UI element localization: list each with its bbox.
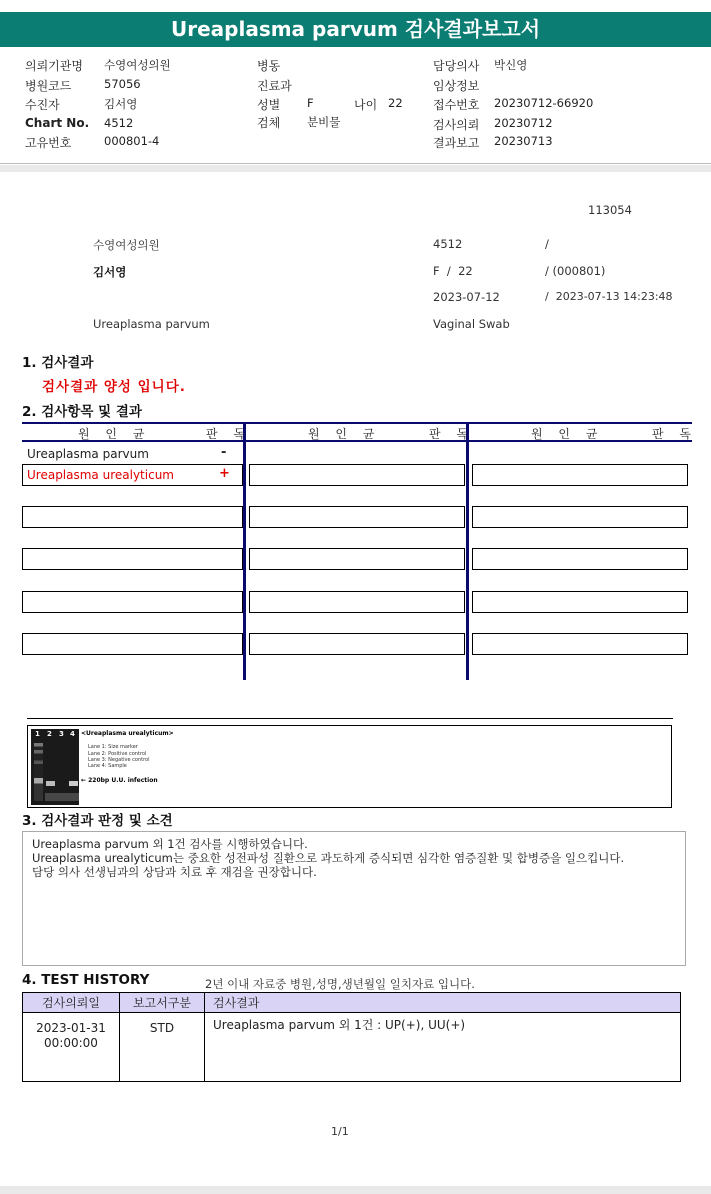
col-judge-2: 판 독 [429, 427, 474, 441]
empty-cell [22, 548, 243, 570]
comment-line: Ureaplasma urealyticum는 중요한 성전파성 질환으로 과도하게 증식되면 심각한 염증질환 및 합병증을 일으킵니다. [32, 851, 625, 865]
lane-number: 1 [35, 730, 40, 738]
history-table [22, 992, 681, 1082]
grid-top-line [22, 422, 692, 424]
report-title: Ureaplasma parvum 검사결과보고서 [0, 12, 711, 47]
report-date-value: 20230713 [494, 134, 553, 148]
header-divider [0, 163, 711, 164]
positive-band [46, 781, 55, 786]
history-col-date: 검사의뢰일 [23, 993, 120, 1013]
gel-legend-3: Lane 3: Negative control [88, 757, 150, 763]
history-note: 2년 이내 자료중 병원,성명,생년월일 일치자료 입니다. [205, 977, 475, 991]
specimen-label: 검체 [257, 116, 281, 130]
empty-cell [22, 591, 243, 613]
col-judge-1: 판 독 [206, 427, 251, 441]
header-band [0, 165, 711, 172]
patient-value: 김서영 [104, 97, 138, 111]
grid-divider-1 [243, 422, 246, 680]
institution-value: 수영여성의원 [104, 58, 171, 72]
gel-image-frame [27, 725, 672, 808]
institution-label: 의뢰기관명 [25, 59, 83, 73]
sample-band [69, 781, 78, 786]
comment-box [22, 831, 686, 966]
age-value: 22 [388, 96, 403, 110]
receipt-no-label: 접수번호 [433, 98, 480, 112]
ward-label: 병동 [257, 59, 281, 73]
gel-legend-2: Lane 2: Positive control [88, 751, 147, 757]
clinical-info-label: 임상정보 [433, 79, 480, 93]
ladder-lane [34, 743, 43, 801]
empty-cell [22, 506, 243, 528]
gel-legend-1: Lane 1: Size marker [88, 744, 138, 750]
comment-line: Ureaplasma parvum 외 1건 검사를 시행하였습니다. [32, 837, 308, 851]
lane-number: 2 [47, 730, 52, 738]
col-judge-3: 판 독 [652, 427, 697, 441]
request-date-label: 검사의뢰 [433, 118, 480, 132]
empty-cell [249, 464, 465, 486]
gel-legend-4: Lane 4: Sample [88, 763, 127, 769]
info-report-datetime: / 2023-07-13 14:23:48 [545, 290, 673, 303]
hospital-code-value: 57056 [104, 77, 141, 91]
unique-no-label: 고유번호 [25, 136, 72, 150]
empty-cell [472, 464, 688, 486]
history-time: 00:00:00 [44, 1036, 98, 1050]
specimen-value: 분비물 [307, 115, 341, 129]
gel-title: <Ureaplasma urealyticum> [81, 730, 174, 737]
doctor-value: 박신영 [494, 58, 528, 72]
section4-title: 4. TEST HISTORY [22, 972, 150, 988]
col-organism-2: 원 인 균 [308, 427, 381, 441]
empty-cell [249, 633, 465, 655]
gel-band-label: ← 220bp U.U. infection [81, 777, 158, 784]
info-unique-id: / (000801) [545, 264, 606, 278]
col-organism-1: 원 인 균 [78, 427, 151, 441]
empty-cell [22, 633, 243, 655]
sex-label: 성별 [257, 98, 281, 112]
organism-result-positive: + [219, 466, 230, 481]
info-sex-age: F / 22 [433, 264, 473, 278]
receipt-no-value: 20230712-66920 [494, 96, 594, 110]
organism-name: Ureaplasma parvum [27, 447, 149, 461]
history-type: STD [120, 1013, 205, 1082]
empty-cell [472, 591, 688, 613]
history-date: 2023-01-31 [36, 1021, 106, 1035]
report-date-label: 결과보고 [433, 136, 480, 150]
patient-label: 수진자 [25, 98, 60, 112]
unique-no-value: 000801-4 [104, 134, 160, 148]
primer-dimer-band [45, 793, 79, 801]
info-chart: 4512 [433, 237, 463, 251]
section3-title: 3. 검사결과 판정 및 소견 [22, 813, 173, 829]
lane-number: 4 [70, 730, 75, 738]
table-row [23, 1013, 681, 1082]
grid-divider-2 [466, 422, 469, 680]
history-date-cell [23, 1013, 120, 1082]
organism-result: - [221, 445, 227, 460]
chart-no-value: 4512 [104, 116, 134, 130]
history-header-row [23, 993, 681, 1013]
empty-cell [472, 548, 688, 570]
page-number: 1/1 [331, 1125, 349, 1138]
sex-value: F [307, 96, 314, 110]
info-collect-date: 2023-07-12 [433, 290, 500, 304]
report-code: 113054 [588, 203, 632, 217]
request-date-value: 20230712 [494, 116, 553, 130]
footer-band [0, 1186, 711, 1194]
gel-electrophoresis-image [31, 729, 79, 805]
info-slash: / [545, 237, 549, 251]
department-label: 진료과 [257, 79, 292, 93]
chart-no-label: Chart No. [25, 116, 90, 130]
doctor-label: 담당의사 [433, 59, 480, 73]
history-col-result: 검사결과 [205, 993, 681, 1013]
history-col-type: 보고서구분 [120, 993, 205, 1013]
empty-cell [249, 548, 465, 570]
age-label: 나이 [354, 98, 378, 112]
info-clinic: 수영여성의원 [93, 238, 160, 252]
empty-cell [472, 633, 688, 655]
gel-top-rule [27, 718, 673, 719]
hospital-code-label: 병원코드 [25, 79, 72, 93]
empty-cell [472, 506, 688, 528]
history-result: Ureaplasma parvum 외 1건 : UP(+), UU(+) [205, 1013, 681, 1082]
lane-number: 3 [59, 730, 64, 738]
empty-cell [249, 591, 465, 613]
comment-line: 담당 의사 선생님과의 상담과 치료 후 재검을 권장합니다. [32, 865, 317, 879]
info-patient: 김서영 [93, 265, 127, 279]
info-test-name: Ureaplasma parvum [93, 317, 210, 331]
result-summary: 검사결과 양성 입니다. [42, 379, 186, 395]
section1-title: 1. 검사결과 [22, 355, 94, 371]
organism-name-positive: Ureaplasma urealyticum [27, 468, 174, 482]
col-organism-3: 원 인 균 [531, 427, 604, 441]
section2-title: 2. 검사항목 및 결과 [22, 404, 142, 420]
empty-cell [249, 506, 465, 528]
info-specimen: Vaginal Swab [433, 317, 510, 331]
